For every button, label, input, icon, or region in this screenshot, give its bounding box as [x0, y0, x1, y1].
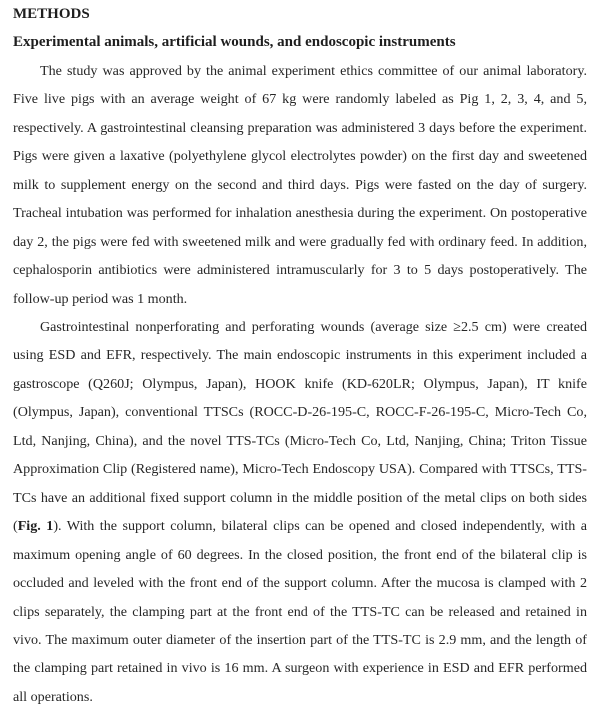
paragraph-wounds-and-instruments	[13, 313, 587, 711]
paragraph-text: Gastrointestinal nonperforating and perforating wounds (average size ≥2.5 cm) were created using ESD and EFR, respectively. The main endoscopic instruments in this experiment included a gastroscope (Q260J; Olympus, Japan), HOOK knife (KD-620LR; Olympus, Japan), IT knife (Olympus, Japan), conventional TTSCs (ROCC-D-26-195-C, ROCC-F-26-195-C, Micro-Tech Co, Ltd, Nanjing, China), and the novel TTS-TCs (Micro-Tech Co, Ltd, Nanjing, China; Triton Tissue Approximation Clip (Registered name), Micro-Tech Endoscopy USA). Compared with TTSCs, TTS-TCs have an additional fixed support column in the middle position of the metal clips on both sides (	[13, 318, 587, 535]
paragraph-text: ). With the support column, bilateral clips can be opened and closed independently, with a maximum opening angle of 60 degrees. In the closed position, the front end of the bilateral clip is occluded and leveled with the front end of the support column. After the mucosa is clamped with 2 clips separately, the clamping part at the front end of the TTS-TC can be released and retained in vivo. The maximum outer diameter of the insertion part of the TTS-TC is 2.9 mm, and the length of the clamping part retained in vivo is 16 mm. A surgeon with experience in ESD and EFR performed all operations.	[13, 518, 588, 705]
paragraph-text: The study was approved by the animal experiment ethics committee of our animal laboratory. Five live pigs with an average weight of 67 kg were randomly labeled as Pig 1, 2, 3, 4, and 5, respectively. A gastrointestinal cleansing preparation was administered 3 days before the experiment. Pigs were given a laxative (polyethylene glycol electrolytes powder) on the first day and sweetened milk to supplement energy on the second and third days. Pigs were fasted on the day of surgery. Tracheal intubation was performed for inhalation anesthesia during the experiment. On postoperative day 2, the pigs were fed with sweetened milk and were gradually fed with ordinary feed. In addition, cephalosporin antibiotics were administered intramuscularly for 3 to 5 days postoperatively. The follow-up period was 1 month.	[13, 62, 587, 307]
subsection-heading-experimental-animals: Experimental animals, artificial wounds, and endoscopic instruments	[13, 34, 456, 51]
paragraph-animal-preparation	[13, 57, 587, 313]
section-heading-methods: METHODS	[13, 6, 90, 22]
figure-1-reference: Fig. 1	[17, 518, 54, 535]
